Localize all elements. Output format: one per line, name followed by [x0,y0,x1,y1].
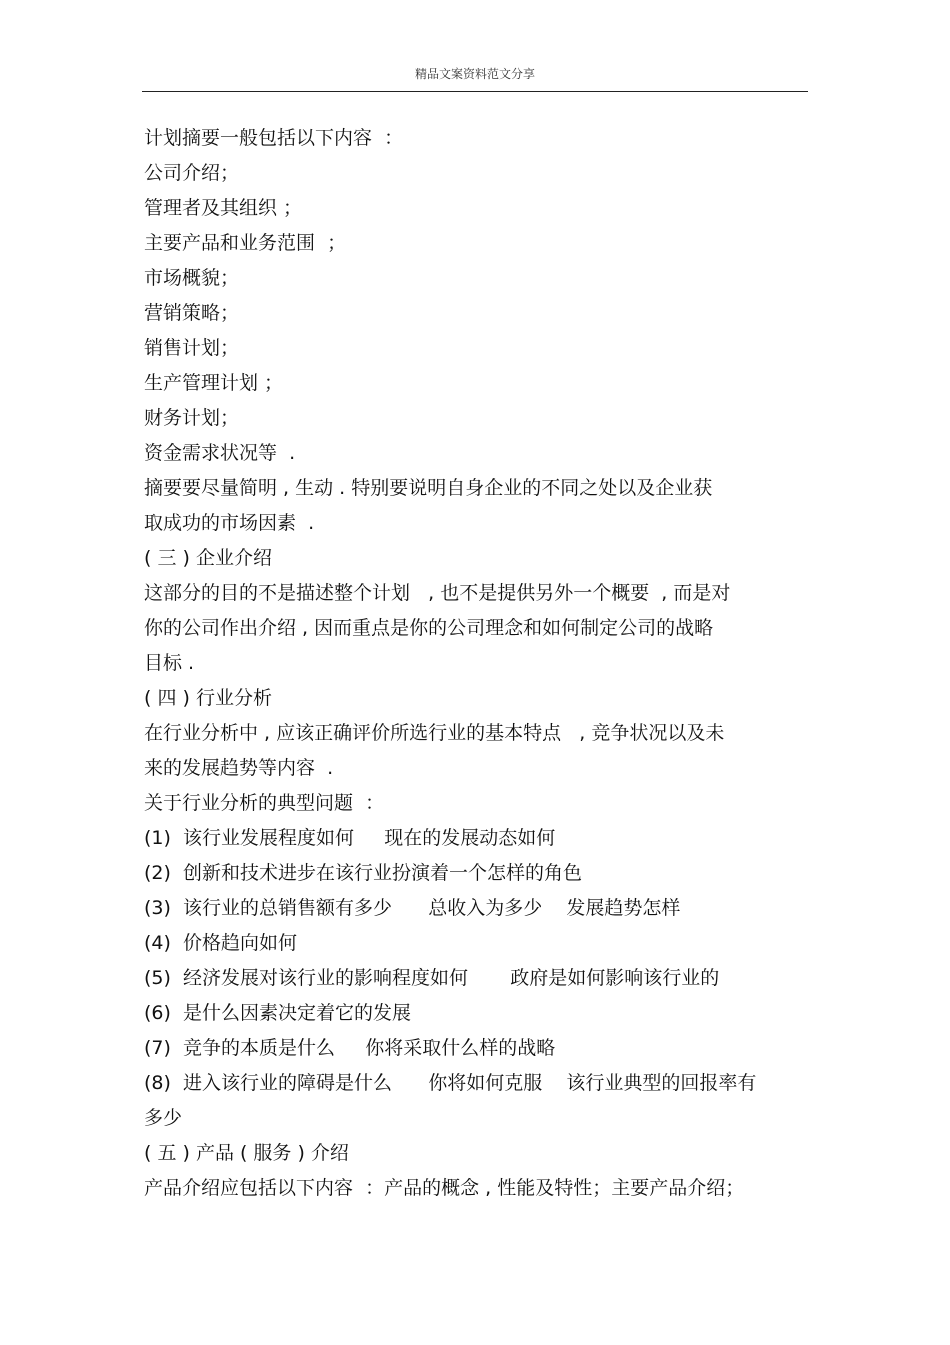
text-line: 关于行业分析的典型问题 ： [144,792,385,814]
text-line: 生产管理计划 ； [144,372,284,394]
text-line: ( 三 ) 企业介绍 [144,547,272,569]
text-line: (1) 该行业发展程度如何 现在的发展动态如何 [144,827,556,849]
header-divider [142,91,808,92]
text-line: (8) 进入该行业的障碍是什么 你将如何克服 该行业典型的回报率有 [144,1072,757,1094]
text-line: 主要产品和业务范围 ； [144,232,347,254]
text-line: 取成功的市场因素 . [144,512,315,534]
text-line: 目标 . [144,652,195,674]
text-line: 在行业分析中 , 应该正确评价所选行业的基本特点 , 竞争状况以及未 [144,722,725,744]
text-line: 市场概貌； [144,267,240,289]
text-line: 产品介绍应包括以下内容 ：产品的概念 , 性能及特性；主要产品介绍； [144,1177,745,1199]
text-line: 摘要要尽量简明 , 生动 . 特别要说明自身企业的不同之处以及企业获 [144,477,713,499]
text-line: 来的发展趋势等内容 . [144,757,334,779]
text-line: 你的公司作出介绍 , 因而重点是你的公司理念和如何制定公司的战略 [144,617,714,639]
text-line: 计划摘要一般包括以下内容 ： [144,127,404,149]
text-line: 销售计划； [144,337,240,359]
text-line: 公司介绍； [144,162,240,184]
text-line: 营销策略； [144,302,240,324]
text-line: 这部分的目的不是描述整个计划 , 也不是提供另外一个概要 , 而是对 [144,582,731,604]
page-header-title: 精品文案资料范文分享 [414,67,535,81]
text-line: ( 五 ) 产品 ( 服务 ) 介绍 [144,1142,349,1164]
text-line: 多少 [144,1107,183,1129]
text-line: (2) 创新和技术进步在该行业扮演着一个怎样的角色 [144,862,582,884]
text-line: 管理者及其组织 ； [144,197,303,219]
document-body [144,121,804,1206]
text-line: 资金需求状况等 . [144,442,296,464]
text-line: (4) 价格趋向如何 [144,932,297,954]
text-line: (7) 竞争的本质是什么 你将采取什么样的战略 [144,1037,556,1059]
text-line: (6) 是什么因素决定着它的发展 [144,1002,411,1024]
text-line: (5) 经济发展对该行业的影响程度如何 政府是如何影响该行业的 [144,967,720,989]
text-line: 财务计划； [144,407,240,429]
text-line: ( 四 ) 行业分析 [144,687,272,709]
text-line: (3) 该行业的总销售额有多少 总收入为多少 发展趋势怎样 [144,897,681,919]
